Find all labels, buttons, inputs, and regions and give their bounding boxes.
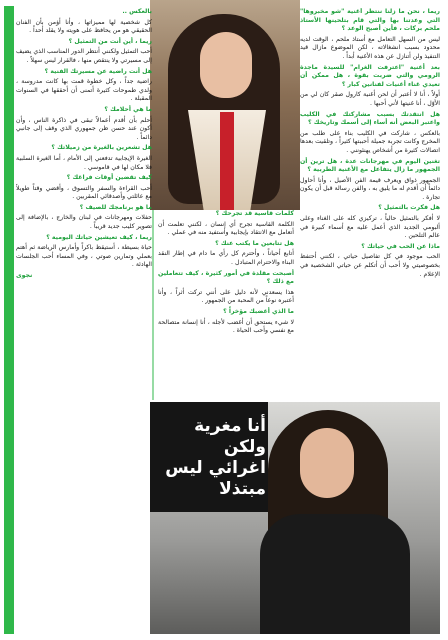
author-signature: نجوى <box>16 272 33 280</box>
pull-quote <box>154 416 266 500</box>
question-heading: ماذا عن الحب في حياتك ؟ <box>361 242 440 250</box>
portrait-red-accent <box>220 112 234 210</box>
pull-quote-line-1: أنا مغرية ولكن <box>194 416 266 457</box>
answer-paragraph: راضية جداً ، وكل خطوة قمت بها كانت مدروسة ، ولدي طموحات كثيرة أتمنى أن أحققها في السنوات المقبلة . <box>16 78 152 103</box>
question-heading: هل تتابعين ما يكتب عنك ؟ <box>215 239 294 247</box>
article-column-middle <box>158 210 294 400</box>
answer-paragraph: الجمهور ذواق ويعرف قيمة الفن الأصيل ، وأنا أحاول دائماً أن أقدم له ما يليق به ، والفن رسالة قبل أن يكون تجارة . <box>300 176 440 201</box>
answer-paragraph: أحب القراءة والسفر والتسوق ، وأقضي وقتاً طويلاً مع عائلتي وأصدقائي المقربين . <box>16 184 152 201</box>
answer-paragraph: الغيرة الإيجابية تدفعني إلى الأمام ، أما الغيرة السلبية فلا مكان لها في قاموسي . <box>16 154 152 171</box>
answer-paragraph: حفلات ومهرجانات في لبنان والخارج ، بالإضافة إلى تصوير كليب جديد قريباً . <box>16 214 152 231</box>
answer-paragraph: لا أفكر بالتمثيل حالياً ، تركيزي كله على الغناء وعلى ألبومي الجديد الذي أعمل عليه مع أسماء كبيرة في عالم التلحين . <box>300 215 440 240</box>
question-heading: ريما ، أين أنت من التمثيل ؟ <box>68 37 152 45</box>
question-heading: هل أنت راضية عن مسيرتك الفنية ؟ <box>44 67 152 75</box>
answer-paragraph: أحب التمثيل ولكنني أنتظر الدور المناسب الذي يضيف إلى مسيرتي ولا ينتقص منها ، فالقرار ليس سهلاً . <box>16 48 152 64</box>
pull-quote-line-2: اغرائي ليس مبتذلا <box>165 458 266 499</box>
question-heading: ما هو برنامجك للصيف ؟ <box>79 203 152 211</box>
answer-paragraph: لا شيء يستحق أن أغضب لأجله ، أنا إنسانة متصالحة مع نفسي وأحب الحياة . <box>158 318 294 335</box>
article-column-left <box>16 8 152 636</box>
answer-paragraph: ليس من السهل التعامل مع أستاذ ملحم ، الوقت لديه محدود بسبب انشغالاته ، لكن الموضوع مازال قيد التنفيذ ولن أتنازل عن هذه الأغنية أبداً . <box>300 35 440 60</box>
answer-paragraph: كل شخصية لها مميزاتها ، وأنا أؤمن بأن الفنان الحقيقي هو من يحافظ على هويته ولا يقلد أحداً . <box>16 18 152 35</box>
question-heading: ما هي أحلامك ؟ <box>104 105 152 113</box>
question-heading: هل انتقدتك بسبب مشاركتك في الكليب واعتبر البعض أنه أساء إلى أسمك وتاريخك ؟ <box>300 110 440 127</box>
answer-paragraph: هذا يسعدني لأنه دليل على أنني تركت أثراً ، وأنا أعتبره نوعاً من المحبة من الجمهور . <box>158 288 294 305</box>
answer-paragraph: بالعكس ، شاركت في الكليب بناء على طلب من المخرج وكانت تجربة جميلة أحببتها كثيراً ، وتلقيت بعدها اتصالات كثيرة من أشخاص يهنئونني . <box>300 129 440 154</box>
question-heading: هل فكرت بالتمثيل ؟ <box>378 204 440 212</box>
portrait-face <box>200 32 252 98</box>
answer-paragraph: أتابع أحياناً ، وأحترم كل رأي ما دام في إطار النقد البناء والاحترام المتبادل . <box>158 250 294 266</box>
portrait-face <box>300 428 354 498</box>
column-divider <box>152 210 154 400</box>
question-heading: ريما ، نحن ما زلنا ننتظر أغنية "شو مخبروها" التي وعدتنا بها والتي قام بتلحينها الأستاذ ملحم بركات ، فأين أصبح الوعد ؟ <box>300 8 440 33</box>
top-portrait-photo <box>150 0 300 210</box>
question-heading: كيف تقضين أوقات فراغك ؟ <box>66 174 152 182</box>
answer-paragraph: حياة بسيطة ، أستيقظ باكراً وأمارس الرياضة ثم أهتم بعملي وتمارين صوتي ، وفي المساء أحب الجلسات الهادئة . <box>16 244 152 269</box>
answer-paragraph: أولاً ، أنا لا أعتبر أن لحن أغنية كارول صقر كان لي من الأوّل ، أنا غنيتها لأني أحبها . <box>300 91 440 107</box>
answer-paragraph: الكلمة القاسية تجرح أي إنسان ، لكنني تعلمت أن أتعامل مع الانتقاد بإيجابية وأستفيد منه في عملي . <box>158 220 294 237</box>
answer-paragraph: أحلم بأن أقدم أعمالاً تبقى في ذاكرة الناس ، وأن أكون عند حسن ظن جمهوري الذي وقف إلى جانبي دائماً . <box>16 116 152 141</box>
question-heading: هل تشعرين بالغيرة من زميلاتك ؟ <box>51 144 152 152</box>
question-heading: بعد أغنية "اعترفت الغرام" للسيدة ماجدة الرومي والتي ضربت بقوة ، هل ممكن أن تعيدي غناء أغنيات لفنانين كبار ؟ <box>300 63 440 88</box>
question-heading: أصبحت مقلدة في أمور كثيرة ، كيف تتعاملين مع ذلك ؟ <box>158 269 294 286</box>
question-heading: بالعكس .. <box>122 8 152 15</box>
portrait-black-outfit <box>260 514 410 634</box>
question-heading: ريما ، كيف تعيشين حياتك اليومية ؟ <box>46 233 152 241</box>
question-heading: تغنين اليوم في مهرجانات عدة ، هل ترين أن الجمهور ما زال يتفاعل مع الأغنية الطربية ؟ <box>300 157 440 174</box>
answer-paragraph: الحب موجود في كل تفاصيل حياتي ، لكنني أحتفظ بخصوصيتي ولا أحب أن أتكلم عن حياتي الشخصية في الإعلام . <box>300 253 440 278</box>
question-heading: ما الذي أغضبك مؤخراً ؟ <box>223 307 294 315</box>
green-margin-bar <box>4 6 14 634</box>
question-heading: كلمات قاسية قد تجرحك ؟ <box>215 210 294 217</box>
